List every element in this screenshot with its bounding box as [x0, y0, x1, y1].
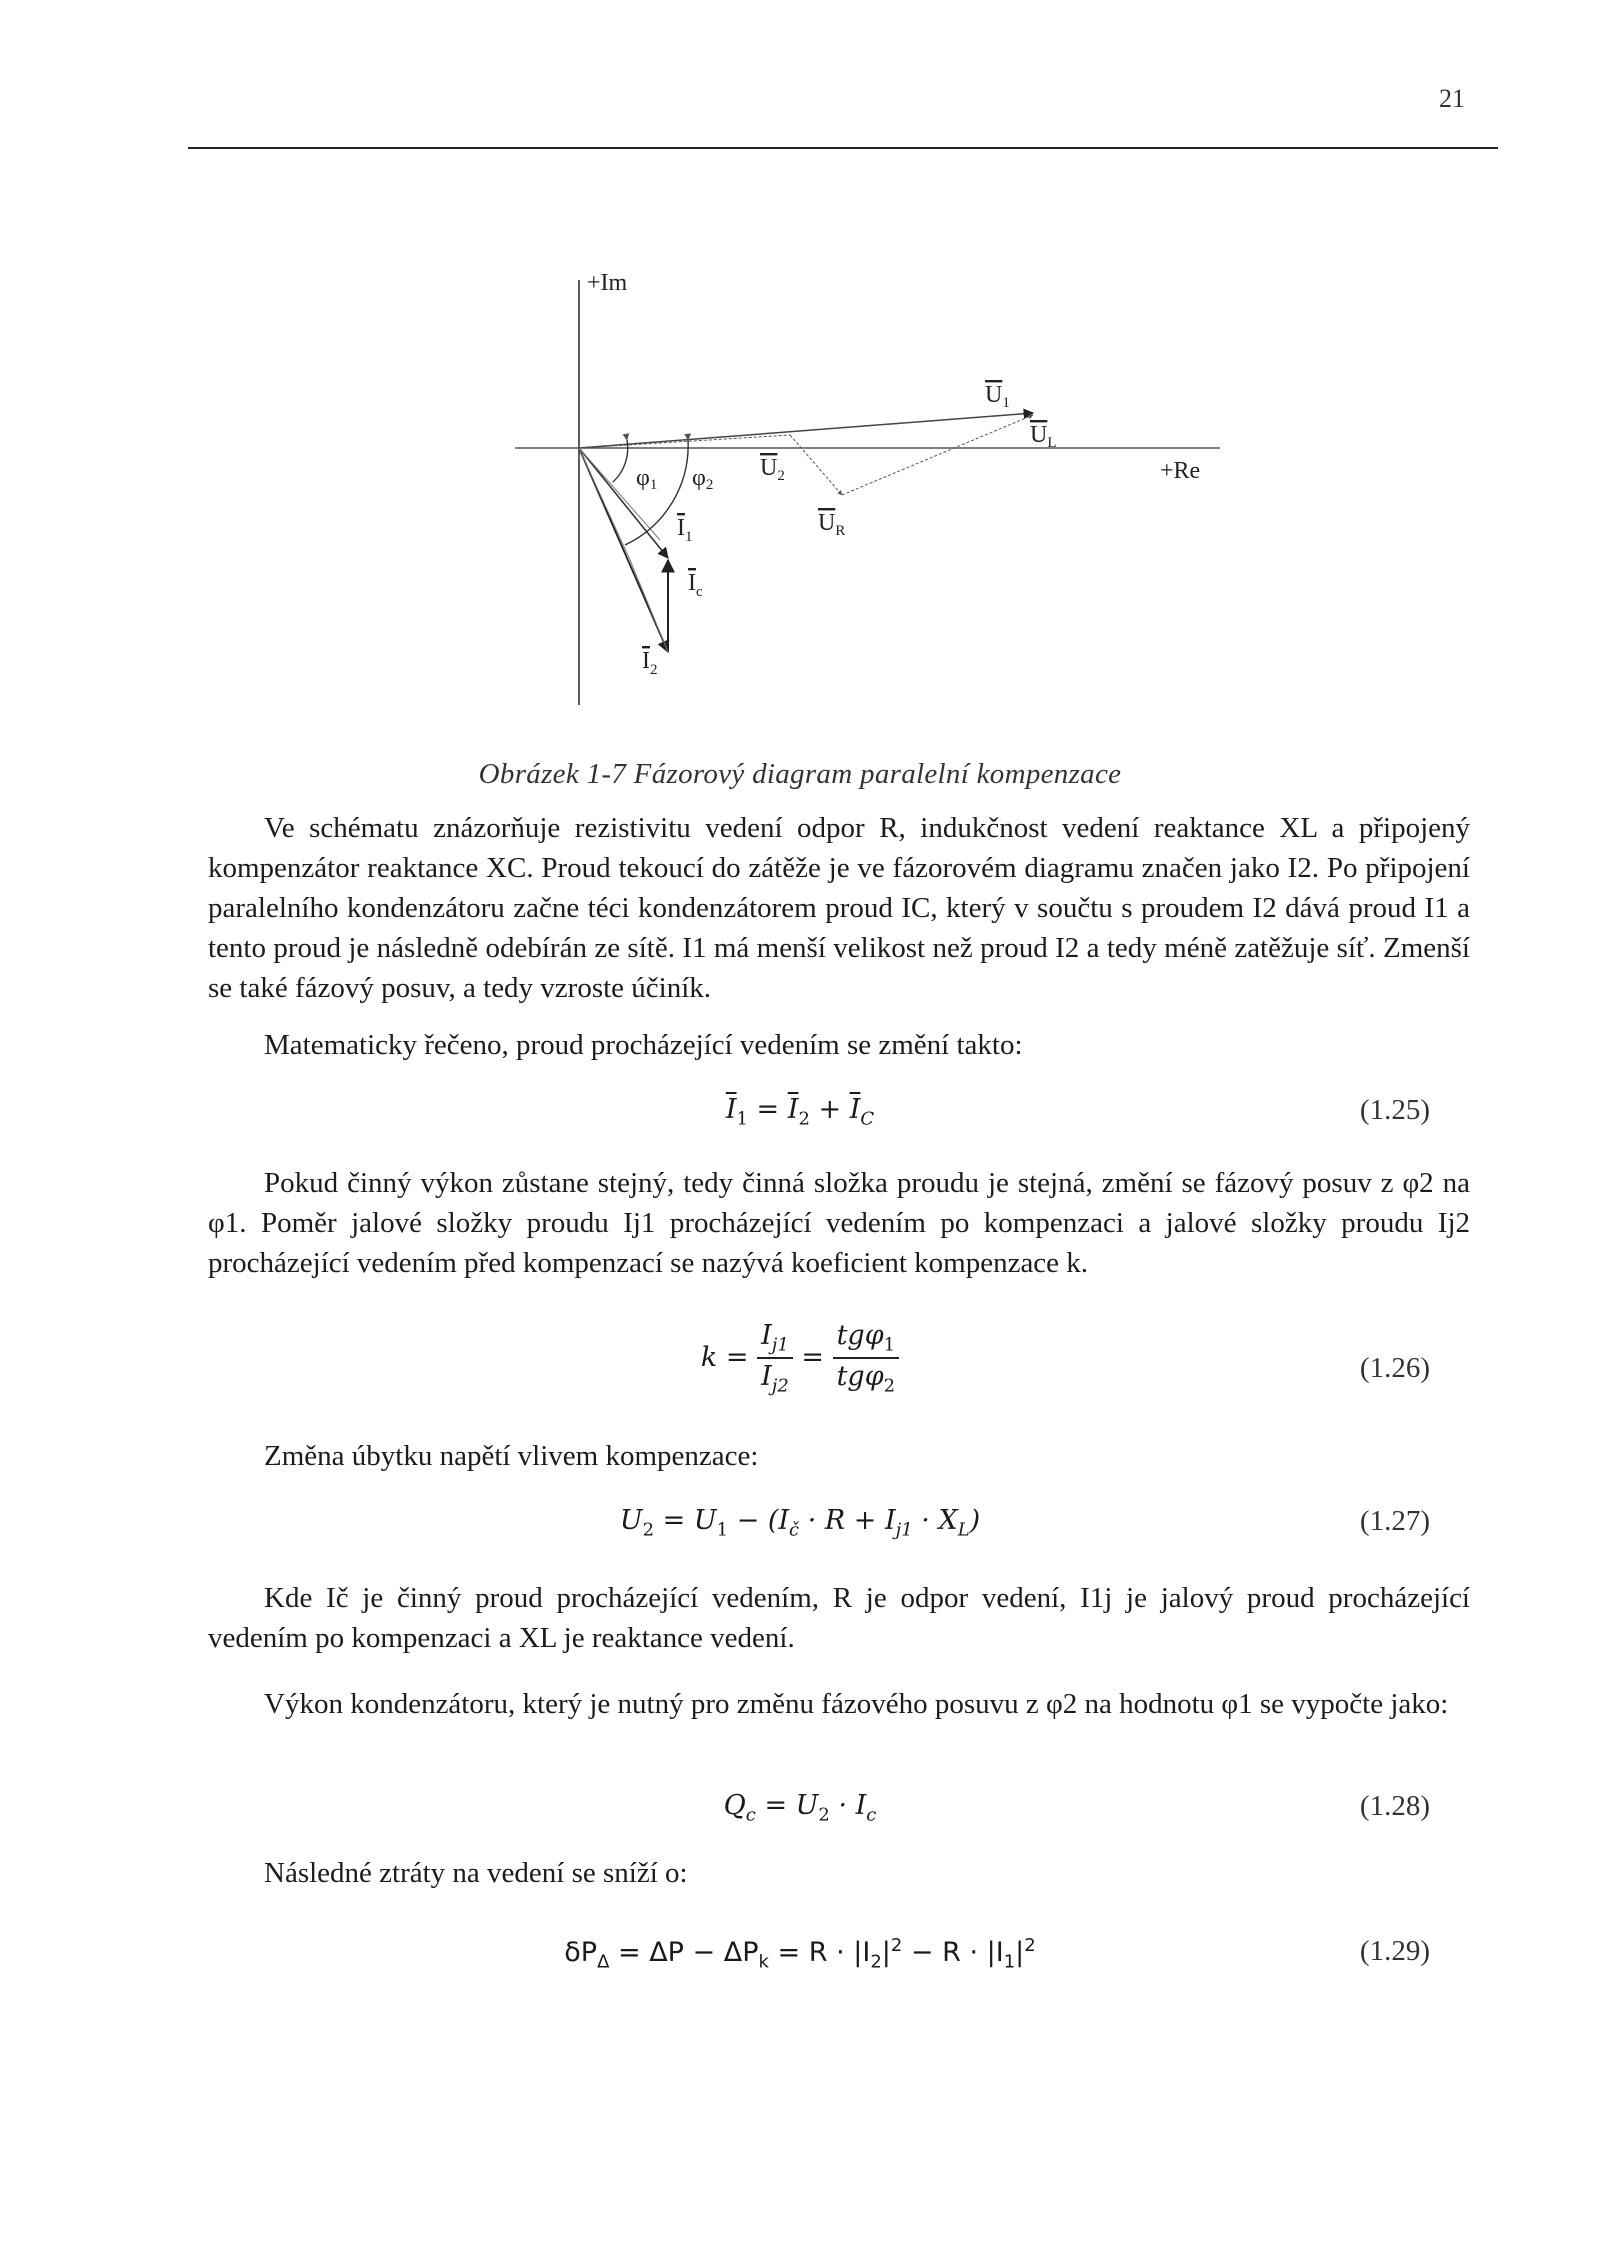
- equation-1-29: [0, 1935, 1600, 1975]
- u2-sub: 2: [777, 468, 785, 484]
- phi2-sub: 2: [705, 477, 714, 493]
- ic-symbol: I: [688, 570, 696, 596]
- equation-1-27-number: (1.27): [1359, 1505, 1430, 1537]
- ul-phasor: [842, 415, 1033, 495]
- paragraph-2: Matematicky řečeno, proud procházející vedením se změní takto:: [264, 1029, 1023, 1061]
- ul-symbol: U: [1030, 422, 1048, 448]
- u1-sub: 1: [1002, 395, 1010, 411]
- paragraph-5: [208, 1578, 1470, 1658]
- ic-sub: c: [696, 584, 703, 600]
- i2-symbol: I: [642, 648, 650, 674]
- equation-1-29-body: $\delta P_\Delta = \Delta P - \Delta P_k = R \cdot |I_2|^2 - R \cdot |I_1|^2$: [564, 1935, 1036, 1973]
- ic-label: [688, 570, 703, 600]
- equation-1-28-number: (1.28): [1359, 1790, 1430, 1822]
- i2-sub: 2: [650, 662, 658, 678]
- equation-1-26: [0, 1320, 1600, 1420]
- re-axis-label: +Re: [1160, 458, 1201, 484]
- equation-1-25: [0, 1094, 1600, 1134]
- u1-symbol: U: [985, 382, 1003, 408]
- ur-symbol: U: [818, 510, 836, 536]
- i2-label: [642, 648, 658, 678]
- ur-sub: R: [835, 523, 846, 539]
- page-number: 21: [1439, 84, 1465, 113]
- equation-1-26-body: k = $\frac{I_{j1}}{I_{j2}}$ = $\frac{tg\varphi_1}{tg\varphi_2}$: [0, 1320, 1600, 1397]
- equation-1-25-number: (1.25): [1359, 1094, 1430, 1126]
- equation-1-27-body: $U_2 = U_1 - (I_č \cdot R + I_{j1} \cdot X_L)$: [619, 1505, 981, 1541]
- guide-line-1: [579, 448, 630, 560]
- equation-1-25-body: $\overline{I}_1 = \overline{I}_2 + \overline{I}_C$: [725, 1094, 875, 1130]
- equation-1-27: [0, 1505, 1600, 1545]
- phi1-label: [636, 465, 657, 493]
- im-axis-label: +Im: [587, 270, 628, 296]
- paragraph-3-text: Pokud činný výkon zůstane stejný, tedy činná složka proudu je stejná, změní se fázový posuv z φ2 na φ1. Poměr jalové složky proudu Ij1 procházející vedením po kompenzaci a jalové složky proudu Ij2 procházející vedením před kompenzací se nazývá koeficient kompenzace k.: [208, 1167, 1470, 1279]
- i1-sub: 1: [685, 529, 693, 545]
- paragraph-7: Následné ztráty na vedení se sníží o:: [264, 1857, 688, 1889]
- i1-symbol: I: [677, 515, 685, 541]
- equation-1-26-number: (1.26): [1359, 1352, 1430, 1384]
- ur-label: [818, 510, 845, 539]
- phi2-label: [692, 465, 713, 493]
- u1-phasor: [579, 413, 1033, 448]
- u1-label: [985, 382, 1010, 411]
- ul-sub: L: [1047, 435, 1057, 451]
- figure-caption: Obrázek 1-7 Fázorový diagram paralelní kompenzace: [478, 758, 1122, 790]
- guide-line-2: [579, 448, 660, 540]
- paragraph-1: [208, 808, 1470, 1008]
- phi1-arc: [613, 440, 628, 482]
- header-rule: [188, 147, 1498, 149]
- equation-1-28-body: $Q_c = U_2 \cdot I_c$: [723, 1790, 877, 1826]
- u2-phasor: [579, 435, 790, 448]
- paragraph-4: Změna úbytku napětí vlivem kompenzace:: [264, 1440, 759, 1472]
- paragraph-5-text: Kde Ič je činný proud procházející vedením, R je odpor vedení, I1j je jalový proud procházející vedením po kompenzaci a XL je reaktance vedení.: [208, 1582, 1470, 1654]
- u2-symbol: U: [760, 455, 778, 481]
- paragraph-6-text: Výkon kondenzátoru, který je nutný pro změnu fázového posuvu z φ2 na hodnotu φ1 se vypočte jako:: [264, 1688, 1449, 1720]
- guide-line-3: [630, 560, 668, 652]
- phasor-diagram-svg: [500, 260, 1260, 720]
- phi1-symbol: φ: [636, 465, 650, 491]
- ur-phasor: [790, 435, 842, 495]
- paragraph-1-text: Ve schématu znázorňuje rezistivitu vedení odpor R, indukčnost vedení reaktance XL a připojený kompenzátor reaktance XC. Proud tekoucí do zátěže je ve fázorovém diagramu značen jako I2. Po připojení paralelního kondenzátoru začne téci kondenzátorem proud IC, který v součtu s proudem I2 dává proud I1 a tento proud je následně odebírán ze sítě. I1 má menší velikost než proud I2 a tedy méně zatěžuje síť. Zmenší se také fázový posuv, a tedy vzroste účiník.: [208, 812, 1470, 1004]
- phasor-diagram: [500, 260, 1260, 720]
- paragraph-3: [208, 1163, 1470, 1283]
- equation-1-28: [0, 1790, 1600, 1830]
- equation-1-29-number: (1.29): [1359, 1935, 1430, 1967]
- phi2-symbol: φ: [692, 465, 706, 491]
- i1-label: [677, 515, 693, 545]
- paragraph-6: [208, 1684, 1470, 1724]
- ul-label: [1030, 422, 1057, 451]
- u2-label: [760, 455, 785, 484]
- i1-phasor: [579, 448, 668, 558]
- phi1-sub: 1: [649, 477, 658, 493]
